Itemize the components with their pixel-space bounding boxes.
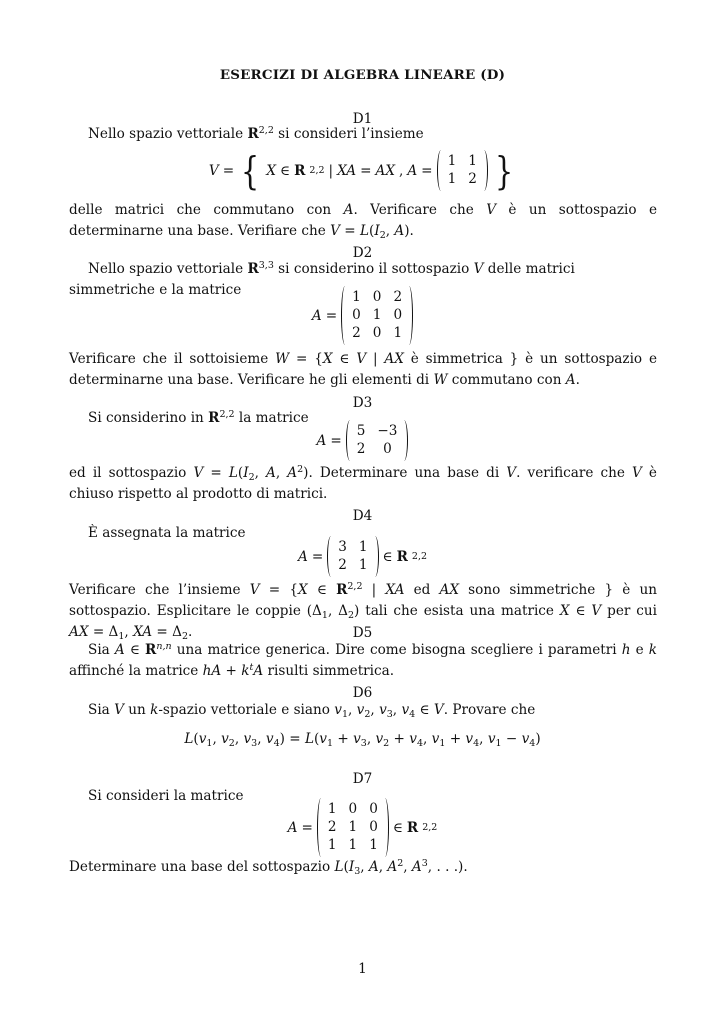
exercise-d3-display: A = 5 −3 2 0 (0, 420, 725, 461)
exercise-d7-display: A = 1 0 0 2 1 0 1 1 1 ∈ R 2,2 (0, 798, 725, 857)
document-title: ESERCIZI DI ALGEBRA LINEARE (D) (219, 67, 506, 83)
exercise-d7-intro: Si consideri la matrice (88, 788, 244, 804)
exercise-d2-display: A = 1 0 2 0 1 0 2 0 1 (0, 286, 725, 345)
right-brace-icon: } (494, 148, 514, 193)
exercise-d2-text: Verificare che il sottoisieme W = {X ∈ V | AX è simmetrica } è un sottospazio e determinarne una base. Verificare he gli elementi di W commutano con A. (69, 351, 657, 388)
exercise-d5-text: Sia A ∈ R$^{n,n}$ una matrice generica. Dire come bisogna scegliere i parametri h e k affinché la matrice hA + $k^tA$ risulti simmetrica. (69, 641, 657, 679)
exercise-d5-label: D5 (352, 625, 373, 641)
exercise-d4-display: A = 3 1 2 1 ∈ R 2,2 (0, 536, 725, 577)
exercise-d4-intro: È assegnata la matrice (88, 525, 246, 541)
exercise-d1-display: V = { X ∈ R 2,2 | XA = AX , A = 1 1 1 2 } (208, 148, 514, 193)
exercise-d6-display: $L(v_1$, $v_2$, $v_3$, $v_4) = L(v_1 + v_3$, $v_2 + v_4$, $v_1 + v_4$, $v_1 - v_4$) (184, 731, 541, 749)
matrix-d1: 1 1 1 2 (437, 150, 488, 191)
matrix-d3: 5 −3 2 0 (346, 420, 409, 461)
exercise-d3-intro: Si considerino in R$^{2,2}$ la matrice (88, 409, 309, 426)
exercise-d4-text: Verificare che l’insieme V = {X ∈ R$^{2,2}$ | XA ed AX sono simmetriche } è un sottospazio. Esplicitare le coppie ($\Delta_1$, $\Delta_2$) tali che esista una matrice X ∈ V per cui AX = $\Delta_1$, XA = $\Delta_2$. (69, 581, 657, 642)
matrix-d7: 1 0 0 2 1 0 1 1 1 (317, 798, 389, 857)
exercise-d2-label: D2 (352, 245, 373, 261)
exercise-d1-intro: Nello spazio vettoriale R$^{2,2}$ si consideri l’insieme (88, 125, 424, 142)
left-brace-icon: { (241, 148, 260, 193)
exercise-d7-label: D7 (352, 771, 373, 787)
matrix-d4: 3 1 2 1 (327, 536, 378, 577)
exercise-d1-text: delle matrici che commutano con A. Verificare che V è un sottospazio e determinarne una base. Verifiare che $V = L(I_2$, A). (69, 202, 657, 241)
exercise-d6-label: D6 (352, 685, 373, 701)
matrix-d2: 1 0 2 0 1 0 2 0 1 (341, 286, 413, 345)
exercise-d7-text: Determinare una base del sottospazio $L(I_3$, A, $A^2$, $A^3$, . . .). (69, 858, 468, 877)
page-number: 1 (358, 961, 367, 977)
exercise-d3-text: ed il sottospazio $V = L(I_2$, A, $A^2$). Determinare una base di V. verificare che V è chiuso rispetto al prodotto di matrici. (69, 464, 657, 502)
exercise-d1-label: D1 (352, 111, 373, 127)
exercise-d2-intro: Nello spazio vettoriale R$^{3,3}$ si considerino il sottospazio V delle matrici simmetriche e la matrice (69, 260, 575, 298)
exercise-d6-intro: Sia V un k-spazio vettoriale e siano $v_1$, $v_2$, $v_3$, $v_4$ ∈ V. Provare che (88, 702, 536, 720)
exercise-d3-label: D3 (352, 395, 373, 411)
exercise-d4-label: D4 (352, 508, 373, 524)
